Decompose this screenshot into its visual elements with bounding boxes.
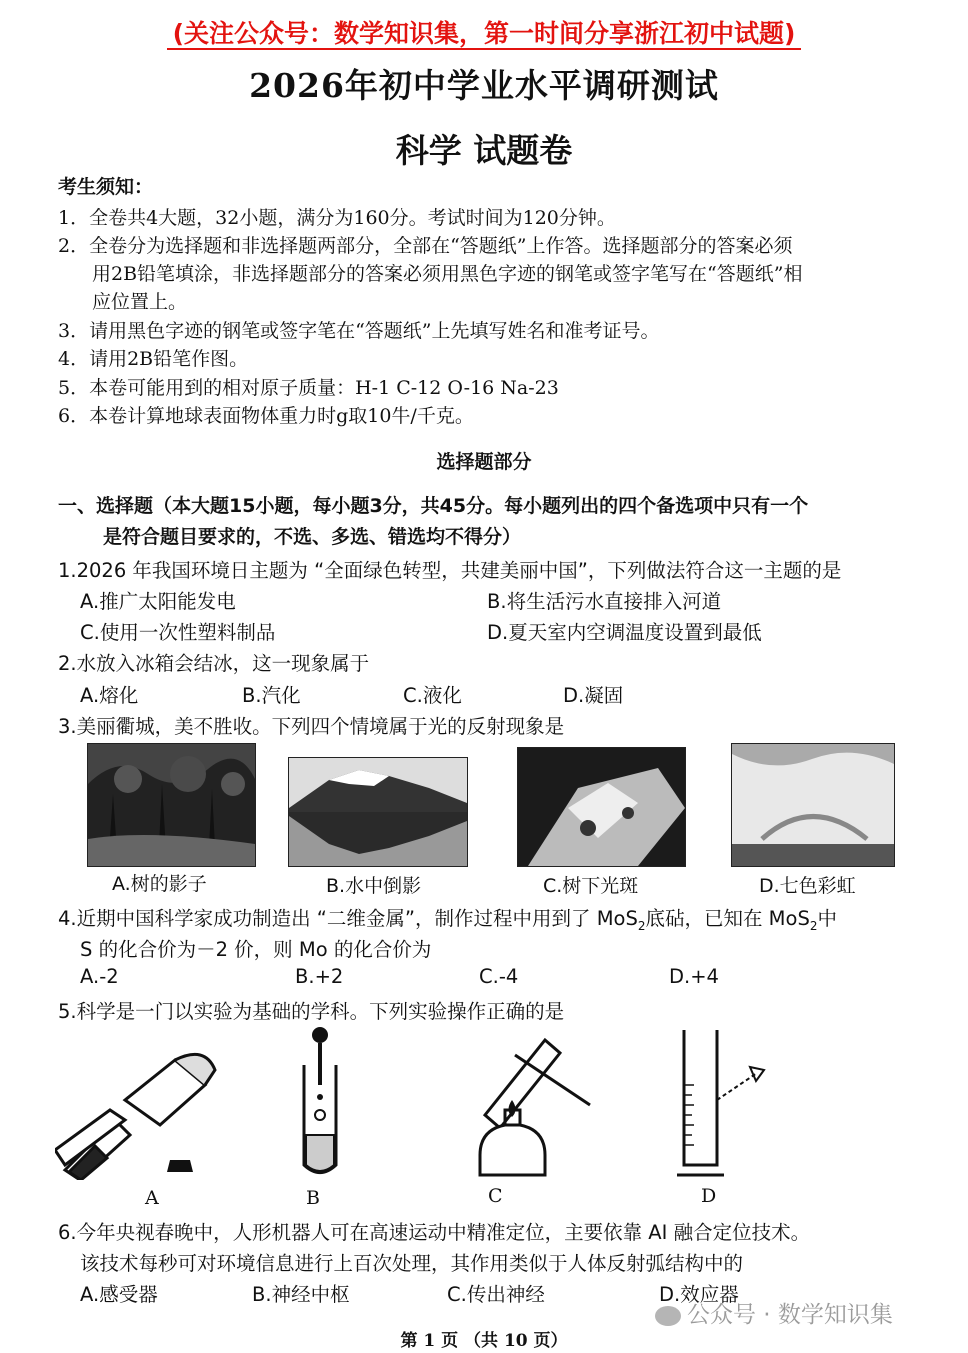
promo-banner: [0, 14, 968, 50]
q5-option-a: A: [145, 1187, 159, 1209]
notice-item-2: 2．全卷分为选择题和非选择题两部分，全部在“答题纸”上作答。选择题部分的答案必须: [58, 235, 793, 257]
q3-photo-rainbow: [731, 743, 895, 867]
q1-stem: 1.2026 年我国环境日主题为 “全面绿色转型，共建美丽中国”，下列做法符合这一主题的是: [58, 559, 842, 582]
q5-option-b: B: [306, 1187, 320, 1209]
notice-item-3: 3．请用黑色字迹的钢笔或签字笔在“答题纸”上先填写姓名和准考证号。: [58, 320, 660, 342]
q6-option-c: C.传出神经: [447, 1283, 545, 1306]
part1-heading: 一、选择题（本大题15小题，每小题3分，共45分。每小题列出的四个备选项中只有一个: [58, 495, 809, 517]
q3-option-a: A.树的影子: [112, 873, 207, 895]
q1-option-d: D.夏天室内空调温度设置到最低: [487, 621, 762, 644]
q2-option-d: D.凝固: [563, 684, 624, 707]
q6-option-a: A.感受器: [80, 1283, 158, 1306]
q5-diagram-cylinder: [672, 1025, 772, 1180]
q3-option-c: C.树下光斑: [543, 875, 639, 897]
notice-heading: 考生须知：: [58, 176, 154, 198]
q5-diagram-heating: [465, 1025, 595, 1185]
q3-photo-tree-shadow: [87, 743, 256, 867]
q5-option-d: D: [701, 1185, 717, 1207]
q5-diagram-dropper: [290, 1025, 350, 1180]
part1-heading-cont: 是符合题目要求的，不选、多选、错选均不得分）: [103, 526, 522, 548]
q4-option-c: C.-4: [479, 965, 519, 988]
notice-item-4: 4．请用2B铅笔作图。: [58, 348, 249, 370]
q1-option-b: B.将生活污水直接排入河道: [487, 590, 722, 613]
q4-option-b: B.+2: [295, 965, 344, 988]
q2-option-a: A.熔化: [80, 684, 139, 707]
q6-stem-line1: 6.今年央视春晚中，人形机器人可在高速运动中精准定位，主要依靠 AI 融合定位技术。: [58, 1221, 811, 1244]
notice-item-2-cont: 用2B铅笔填涂，非选择题部分的答案必须用黑色字迹的钢笔或签字笔写在“答题纸”相: [92, 263, 803, 285]
q4-stem-line1: 4.近期中国科学家成功制造出 “二维金属”，制作过程中用到了 MoS$_2$底砧，已知在 MoS$_2$中: [58, 907, 837, 933]
q3-option-b: B.水中倒影: [326, 875, 422, 897]
q3-option-d: D.七色彩虹: [759, 875, 856, 897]
q2-option-b: B.汽化: [242, 684, 301, 707]
q6-option-b: B.神经中枢: [252, 1283, 350, 1306]
q5-stem: 5.科学是一门以实验为基础的学科。下列实验操作正确的是: [58, 1000, 565, 1023]
q6-option-d: D.效应器: [659, 1283, 739, 1306]
notice-item-6: 6．本卷计算地球表面物体重力时g取10牛/千克。: [58, 405, 474, 427]
q5-option-c: C: [488, 1185, 503, 1207]
section-title: 选择题部分: [436, 451, 532, 473]
q5-diagram-pouring: [55, 1040, 225, 1180]
q6-stem-line2: 该技术每秒可对环境信息进行上百次处理，其作用类似于人体反射弧结构中的: [80, 1252, 744, 1275]
q3-stem: 3.美丽衢城，美不胜收。下列四个情境属于光的反射现象是: [58, 715, 565, 738]
q1-option-c: C.使用一次性塑料制品: [80, 621, 276, 644]
q4-option-d: D.+4: [669, 965, 719, 988]
notice-item-5: 5．本卷可能用到的相对原子质量：H-1 C-12 O-16 Na-23: [58, 377, 559, 399]
promo-banner-text: (关注公众号：数学知识集，第一时间分享浙江初中试题): [167, 19, 802, 50]
q4-stem-line2: S 的化合价为－2 价，则 Mo 的化合价为: [80, 938, 432, 961]
q1-option-a: A.推广太阳能发电: [80, 590, 236, 613]
notice-item-2-end: 应位置上。: [92, 291, 188, 313]
q2-option-c: C.液化: [403, 684, 462, 707]
notice-item-1: 1．全卷共4大题，32小题，满分为160分。考试时间为120分钟。: [58, 207, 616, 229]
q3-photo-reflection: [288, 757, 468, 867]
exam-subtitle: 科学 试题卷: [395, 131, 573, 170]
exam-title: 2026年初中学业水平调研测试: [249, 66, 719, 105]
q3-photo-light-spots: [517, 747, 686, 867]
q4-option-a: A.-2: [80, 965, 119, 988]
wechat-icon: [655, 1306, 681, 1326]
watermark: 公众号 · 数学知识集: [655, 1296, 893, 1329]
q2-stem: 2.水放入冰箱会结冰，这一现象属于: [58, 652, 370, 675]
page-footer: 第 1 页 （共 10 页）: [400, 1331, 568, 1351]
